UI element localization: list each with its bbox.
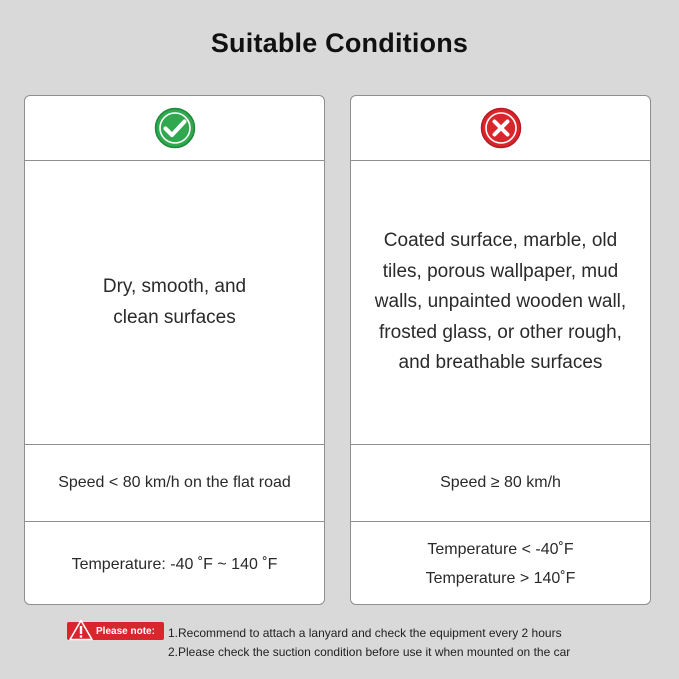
unsuitable-temperature xyxy=(351,521,650,605)
check-circle-icon xyxy=(154,107,196,149)
note-line-1: 1.Recommend to attach a lanyard and check the equipment every 2 hours xyxy=(168,626,562,640)
unsuitable-description-text: Coated surface, marble, old tiles, porous wallpaper, mud walls, unpainted wooden wall, frosted glass, or other rough, and breathable surfaces xyxy=(374,230,627,374)
suitable-icon-row xyxy=(25,96,324,160)
note-badge xyxy=(67,622,164,640)
suitable-speed-text: Speed < 80 km/h on the flat road xyxy=(58,474,291,491)
suitable-description xyxy=(25,160,324,444)
note-line-2: 2.Please check the suction condition before use it when mounted on the car xyxy=(168,645,571,659)
unsuitable-temperature-low: Temperature < -40˚F xyxy=(427,541,574,558)
suitable-card xyxy=(24,95,325,605)
note-label: Please note: xyxy=(96,625,155,637)
suitable-speed xyxy=(25,444,324,521)
unsuitable-icon-row xyxy=(351,96,650,160)
page-title: Suitable Conditions xyxy=(210,28,469,58)
unsuitable-speed-text: Speed ≥ 80 km/h xyxy=(440,474,561,491)
x-circle-icon xyxy=(480,107,522,149)
unsuitable-temperature-high: Temperature > 140˚F xyxy=(425,570,576,587)
warning-triangle-icon xyxy=(69,619,93,641)
unsuitable-card xyxy=(350,95,651,605)
unsuitable-speed xyxy=(351,444,650,521)
suitable-temperature-text: Temperature: -40 ˚F ~ 140 ˚F xyxy=(71,555,278,573)
suitable-temperature xyxy=(25,521,324,605)
unsuitable-description xyxy=(351,160,650,444)
suitable-description-text: Dry, smooth, and clean surfaces xyxy=(102,276,247,328)
